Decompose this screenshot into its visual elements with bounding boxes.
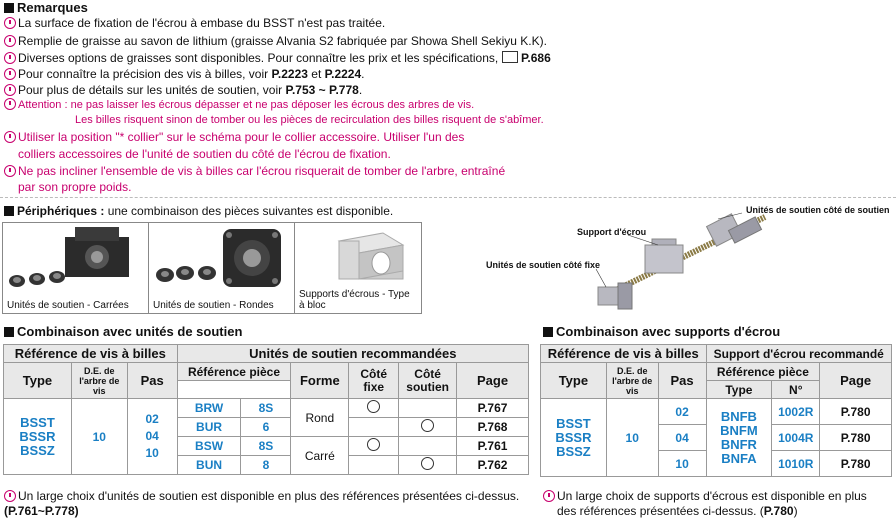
header-type: Type (4, 363, 72, 399)
nut-brackets-table (540, 344, 892, 477)
header-page: Page (820, 363, 892, 399)
image-caption: Unités de soutien - Rondes (153, 300, 274, 311)
cell-de: 10 (71, 399, 127, 475)
round-support-unit-image (149, 223, 295, 293)
peripherals-heading: Périphériques : une combinaison des pièces suivantes est disponible. (4, 204, 393, 218)
warning-icon (4, 131, 16, 143)
cell-pas: 02 (658, 399, 706, 425)
cell-num: 1004R (772, 425, 820, 451)
header-cote-fixe: Côté fixe (349, 363, 399, 399)
cell-page[interactable]: P.761 (457, 437, 529, 456)
product-image-round-support (148, 222, 296, 314)
cell-num: 6 (241, 418, 291, 437)
cell-num: 8 (241, 456, 291, 475)
header-type: Type (541, 363, 607, 399)
circle-mark-icon (367, 438, 380, 451)
page-ref-link[interactable]: P.753 ~ P.778 (285, 83, 359, 97)
cell-fixe (349, 418, 399, 437)
cell-forme: Rond (291, 399, 349, 437)
warning-icon (543, 490, 555, 502)
header-ptype: Type (706, 381, 772, 399)
cell-page[interactable]: P.780 (820, 425, 892, 451)
cell-page[interactable]: P.767 (457, 399, 529, 418)
table1-note-ref[interactable]: (P.761~P.778) (4, 504, 79, 518)
product-image-nut-bracket (294, 222, 422, 314)
circle-mark-icon (421, 457, 434, 470)
cell-num: 8S (241, 399, 291, 418)
circle-mark-icon (367, 400, 380, 413)
cell-ref: BUN (177, 456, 241, 475)
remark-item: Pour plus de détails sur les unités de soutien, voir P.753 ~ P.778. (4, 83, 362, 98)
warning-icon (4, 165, 16, 177)
cell-types: BSST BSSR BSSZ (4, 399, 72, 475)
collier-note-cont: colliers accessoires de l'unité de soutien du côté de l'écrou de fixation. (18, 147, 391, 161)
header-forme: Forme (291, 363, 349, 399)
warning-icon (4, 17, 16, 29)
cell-page[interactable]: P.780 (820, 399, 892, 425)
page-ref-link[interactable]: P.2224 (324, 67, 362, 81)
circle-mark-icon (421, 419, 434, 432)
cell-ref: BSW (177, 437, 241, 456)
cell-fixe (349, 437, 399, 456)
header-page: Page (457, 363, 529, 399)
cell-num: 1002R (772, 399, 820, 425)
cell-soutien (399, 456, 457, 475)
remarks-heading: Remarques (4, 0, 88, 15)
remark-item: Pour connaître la précision des vis à billes, voir P.2223 et P.2224. (4, 67, 365, 82)
table2-heading: Combinaison avec supports d'écrou (543, 324, 780, 339)
warning-icon (4, 84, 16, 96)
cell-soutien (399, 418, 457, 437)
header-num: N° (772, 381, 820, 399)
header-support: Support d'écrou recommandé (706, 345, 892, 363)
cell-page[interactable]: P.768 (457, 418, 529, 437)
product-image-square-support (2, 222, 150, 314)
cell-pas: 02 04 10 (127, 399, 177, 475)
cell-page[interactable]: P.780 (820, 451, 892, 477)
label-soutien-cote-soutien: Unités de soutien côté de soutien (746, 205, 890, 215)
label-support-ecrou: Support d'écrou (577, 227, 647, 237)
ball-screw-assembly-diagram (560, 205, 880, 315)
nut-bracket-image (295, 223, 421, 283)
table1-heading: Combinaison avec unités de soutien (4, 324, 242, 339)
divider (0, 197, 896, 198)
warning-icon (4, 52, 16, 64)
remark-item: Diverses options de graisses sont disponibles. Pour connaître les prix et les spécifications, P.686 (4, 51, 551, 66)
support-units-table (3, 344, 529, 475)
header-units: Unités de soutien recommandées (177, 345, 528, 363)
cell-ref: BUR (177, 418, 241, 437)
warning-icon (4, 35, 16, 47)
cell-ptypes: BNFB BNFM BNFR BNFA (706, 399, 772, 477)
table2-note: Un large choix de supports d'écrous est disponible en plus (543, 489, 867, 503)
warning-icon (4, 68, 16, 80)
page-ref-link[interactable]: P.2223 (271, 67, 308, 81)
cell-forme: Carré (291, 437, 349, 475)
incline-note-cont: par son propre poids. (18, 180, 132, 194)
header-de: D.E. de l'arbre de vis (71, 363, 127, 399)
table1-note: Un large choix d'unités de soutien est disponible en plus des références présentées ci-dessus. (4, 489, 519, 503)
incline-note: Ne pas incliner l'ensemble de vis à billes car l'écrou risquerait de tomber de l'arbre, entraîné (4, 164, 505, 179)
warning-icon (4, 490, 16, 502)
warning-icon (4, 98, 16, 110)
cell-fixe (349, 456, 399, 475)
cell-pas: 10 (658, 451, 706, 477)
cell-soutien (399, 437, 457, 456)
header-ref-vis: Référence de vis à billes (4, 345, 178, 363)
collier-note: Utiliser la position "* collier" sur le schéma pour le collier accessoire. Utiliser l'un des (4, 130, 464, 145)
header-ref-piece: Référence pièce (177, 363, 291, 381)
cell-num: 8S (241, 437, 291, 456)
cell-types: BSST BSSR BSSZ (541, 399, 607, 477)
remark-item: Remplie de graisse au savon de lithium (graisse Alvania S2 fabriquée par Showa Shell Sekiyu K.K). (4, 34, 547, 49)
remark-item: La surface de fixation de l'écrou à embase du BSST n'est pas traitée. (4, 16, 385, 31)
header-cote-soutien: Côté soutien (399, 363, 457, 399)
image-caption: Supports d'écrous - Type à bloc (299, 289, 410, 311)
page-ref-link[interactable]: P.780 (763, 504, 794, 518)
cell-de: 10 (606, 399, 658, 477)
attention-note: Attention : ne pas laisser les écrous dépasser et ne pas déposer les écrous des arbres de vis. (4, 98, 474, 113)
catalog-icon (502, 51, 518, 63)
header-pas: Pas (127, 363, 177, 399)
cell-ref: BRW (177, 399, 241, 418)
cell-soutien (399, 399, 457, 418)
cell-pas: 04 (658, 425, 706, 451)
cell-page[interactable]: P.762 (457, 456, 529, 475)
cell-fixe (349, 399, 399, 418)
square-support-unit-image (3, 223, 149, 293)
image-caption: Unités de soutien - Carrées (7, 300, 129, 311)
table2-note-cont: des références présentées ci-dessus. (P.780) (557, 504, 798, 518)
header-de: D.E. de l'arbre de vis (606, 363, 658, 399)
cell-num: 1010R (772, 451, 820, 477)
label-soutien-cote-fixe: Unités de soutien côté fixe (486, 260, 601, 270)
attention-note-cont: Les billes risquent sinon de tomber ou les pièces de recirculation des billes risquent de s'abîmer. (75, 114, 544, 126)
header-ref-vis: Référence de vis à billes (541, 345, 707, 363)
header-ref-piece: Référence pièce (706, 363, 820, 381)
header-pas: Pas (658, 363, 706, 399)
page-ref-link[interactable]: P.686 (520, 51, 551, 65)
